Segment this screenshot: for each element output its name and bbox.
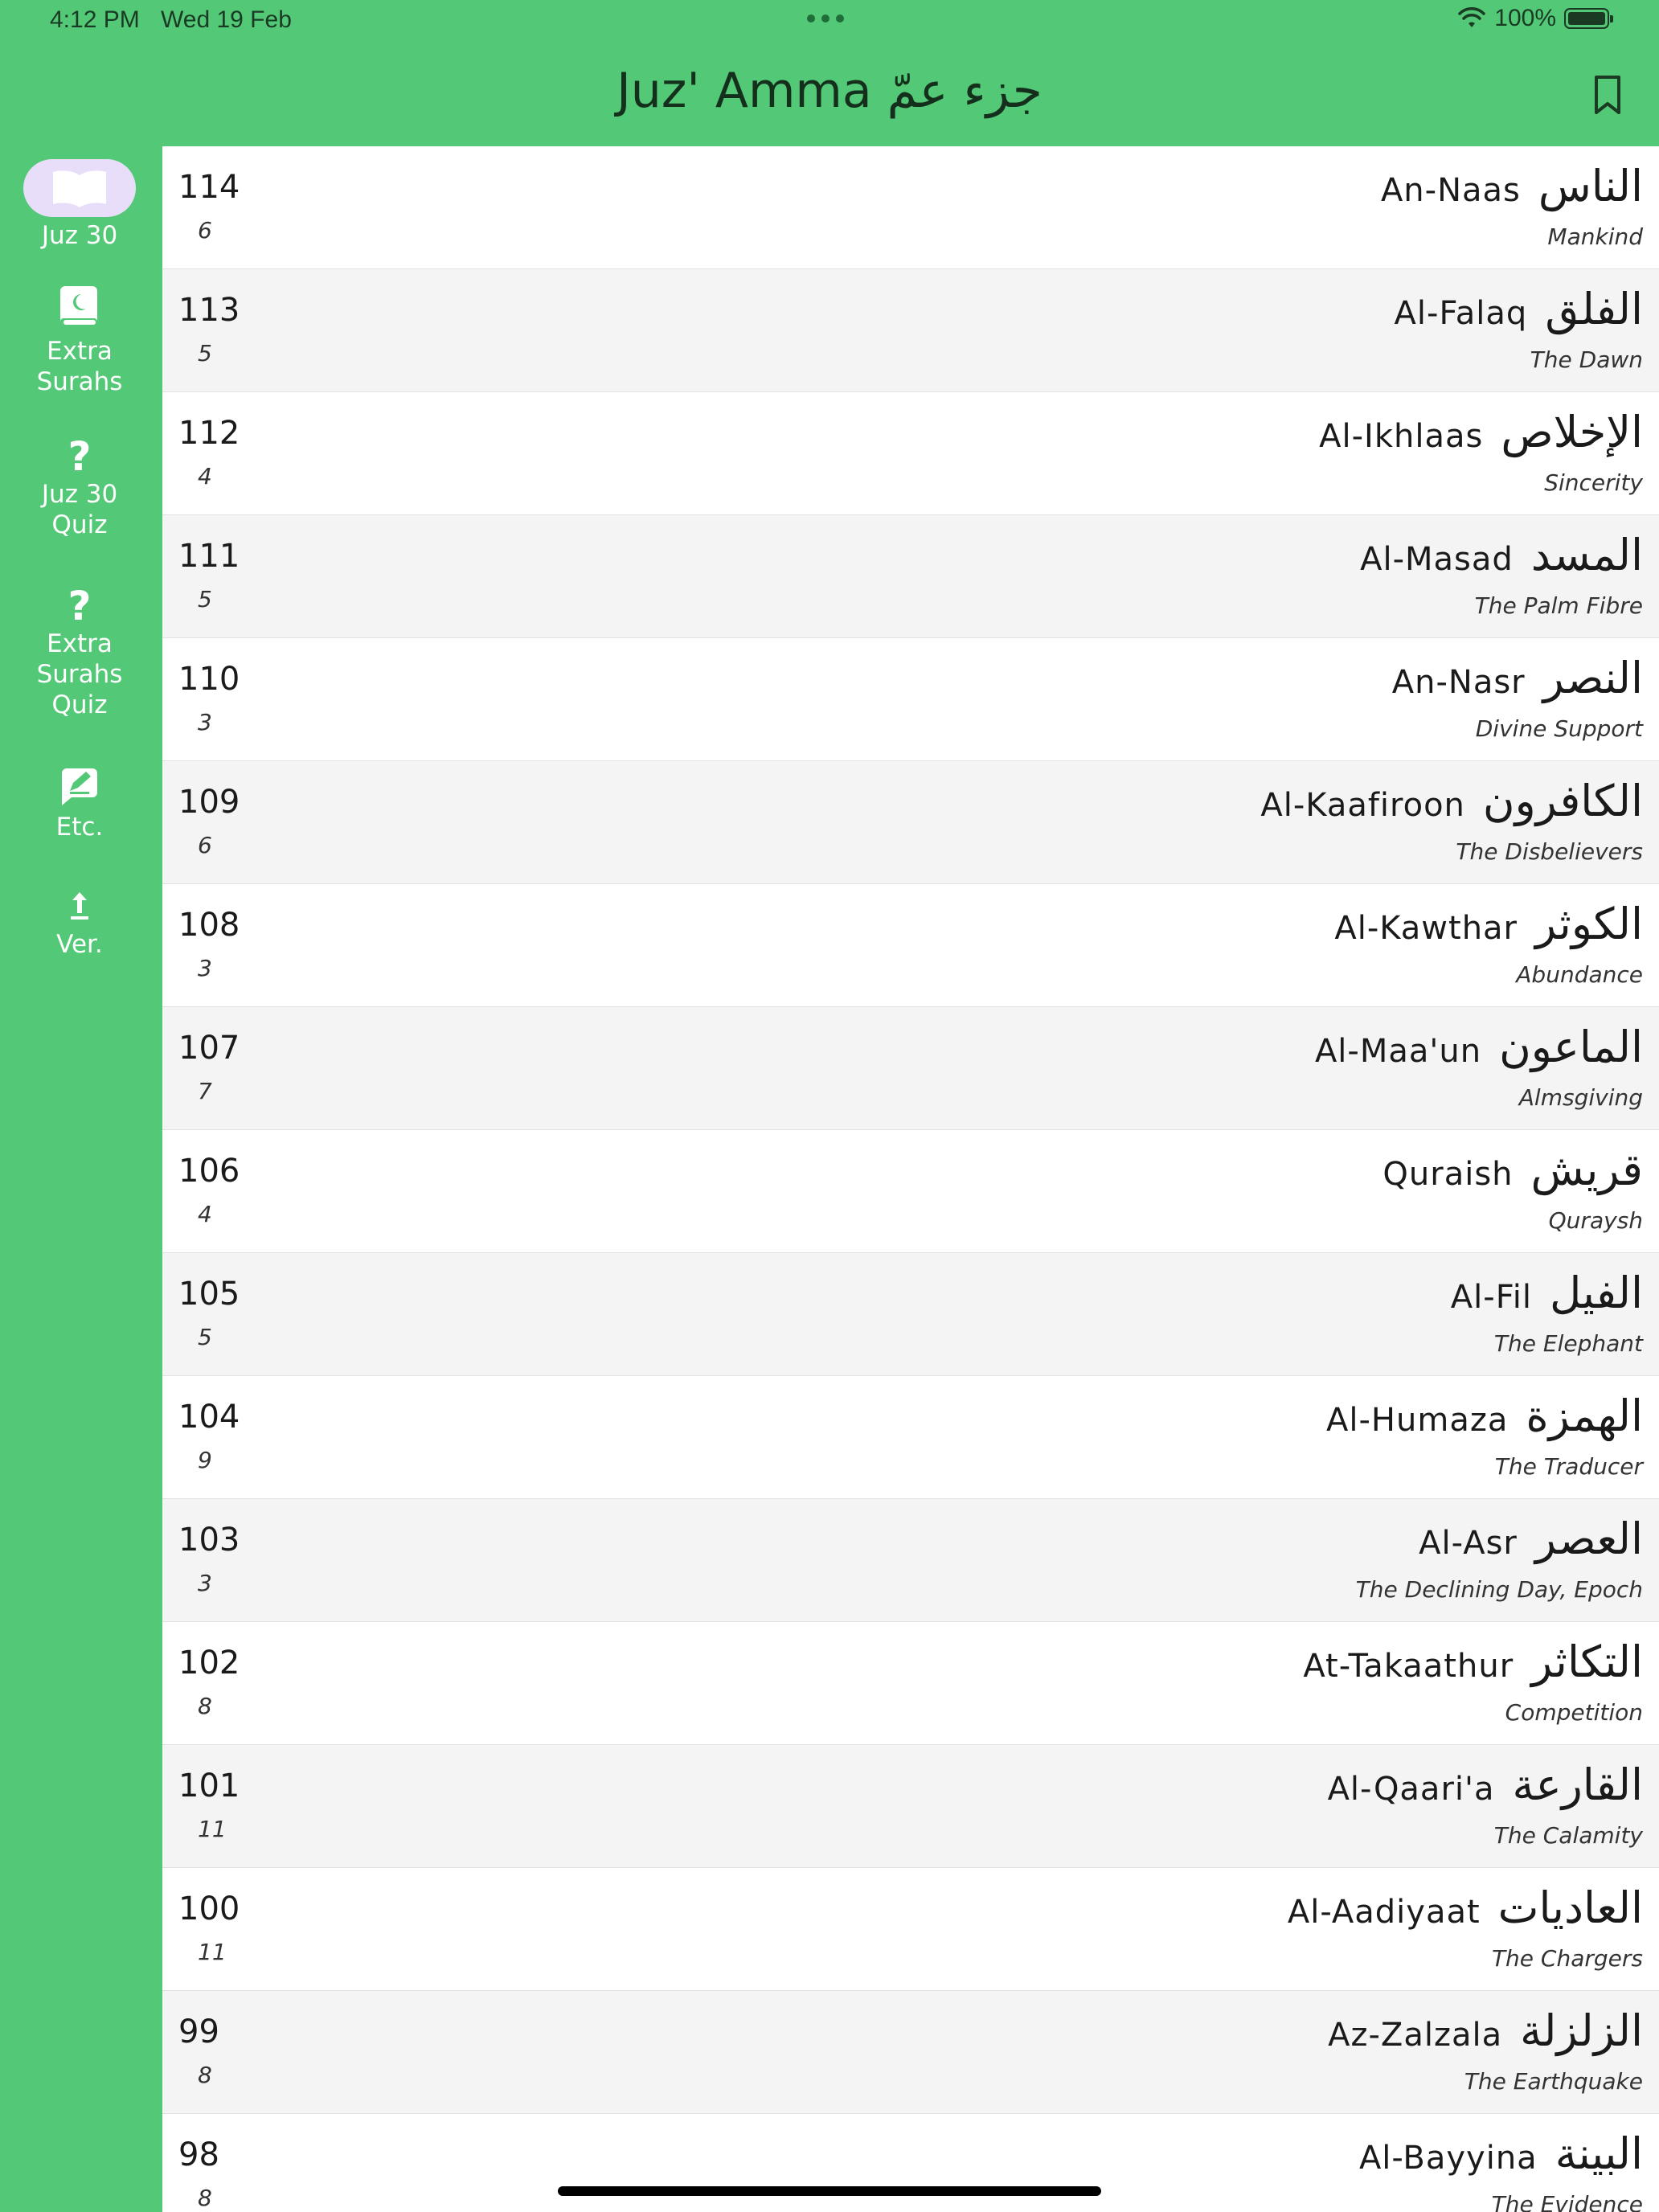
surah-meaning: Abundance [1516, 961, 1643, 988]
battery-icon [1564, 8, 1609, 29]
surah-name-line [1360, 530, 1643, 580]
surah-transliteration: Al-Asr [1419, 1525, 1518, 1562]
surah-meaning: The Palm Fibre [1474, 592, 1643, 619]
surah-transliteration: Al-Maa'un [1314, 1033, 1482, 1070]
surah-row[interactable] [162, 2114, 1659, 2212]
book-open-icon [23, 159, 136, 217]
surah-row[interactable] [162, 884, 1659, 1007]
surah-number: 98 [178, 2136, 219, 2173]
battery-percent: 100% [1494, 5, 1556, 31]
surah-name-line [1395, 284, 1643, 334]
surah-name-line [1326, 1391, 1643, 1441]
ayah-count: 5 [198, 340, 212, 367]
surah-number: 99 [178, 2013, 219, 2050]
sidebar-item-juz30[interactable] [0, 159, 159, 251]
surah-number: 113 [178, 292, 240, 329]
surah-arabic-name: المسد [1530, 530, 1643, 580]
ayah-count: 4 [198, 1201, 212, 1227]
ayah-count: 3 [198, 955, 212, 981]
surah-meaning: Almsgiving [1518, 1084, 1643, 1111]
surah-name-line [1315, 1022, 1643, 1072]
surah-row[interactable] [162, 638, 1659, 761]
surah-transliteration: An-Naas [1380, 172, 1521, 209]
surah-transliteration: Al-Aadiyaat [1287, 1894, 1481, 1931]
surah-transliteration: At-Takaathur [1303, 1648, 1514, 1685]
ayah-count: 11 [198, 1816, 227, 1842]
surah-number: 107 [178, 1030, 240, 1067]
surah-transliteration: Al-Humaza [1326, 1402, 1509, 1439]
surah-arabic-name: العصر [1534, 1514, 1643, 1564]
surah-meaning: The Calamity [1493, 1822, 1643, 1849]
surah-number: 110 [178, 661, 240, 698]
ayah-count: 8 [198, 2185, 212, 2211]
surah-meaning: The Traducer [1494, 1453, 1643, 1480]
sidebar-item-label: Ver. [56, 930, 103, 959]
surah-name-line [1260, 776, 1643, 826]
status-right [1457, 5, 1609, 32]
surah-row[interactable] [162, 1130, 1659, 1253]
surah-number: 114 [178, 169, 240, 206]
surah-arabic-name: القارعة [1512, 1759, 1643, 1810]
surah-arabic-name: البينة [1555, 2128, 1643, 2179]
surah-meaning: The Elephant [1493, 1330, 1643, 1357]
surah-transliteration: Al-Falaq [1394, 295, 1528, 332]
edit-icon [59, 767, 100, 807]
surah-number: 102 [178, 1645, 240, 1682]
surah-list [162, 146, 1659, 2212]
surah-row[interactable] [162, 1622, 1659, 1745]
surah-meaning: The Earthquake [1464, 2068, 1643, 2095]
surah-transliteration: Al-Bayyina [1358, 2140, 1538, 2177]
status-bar [0, 0, 1659, 43]
ayah-count: 6 [198, 217, 212, 244]
bookmark-icon[interactable] [1588, 72, 1627, 117]
surah-name-line [1319, 407, 1643, 457]
surah-name-line [1288, 1882, 1643, 1933]
surah-meaning: The Evidence [1491, 2191, 1643, 2212]
sidebar-item-extra-surahs[interactable] [0, 283, 159, 397]
surah-row[interactable] [162, 1253, 1659, 1376]
surah-arabic-name: الكافرون [1482, 776, 1643, 826]
ayah-count: 5 [198, 586, 212, 612]
surah-name-line [1328, 2005, 1643, 2056]
surah-arabic-name: الماعون [1499, 1022, 1643, 1072]
home-indicator[interactable] [558, 2186, 1101, 2196]
wifi-icon [1457, 7, 1486, 30]
surah-meaning: Competition [1505, 1699, 1643, 1726]
navigation-bar [0, 43, 1659, 146]
surah-transliteration: Az-Zalzala [1328, 2017, 1503, 2054]
surah-name-line [1334, 899, 1643, 949]
surah-name-line [1392, 653, 1643, 703]
surah-arabic-name: التكاثر [1531, 1636, 1643, 1687]
ayah-count: 8 [198, 2062, 212, 2088]
surah-arabic-name: الزلزلة [1520, 2005, 1643, 2056]
surah-name-line [1381, 161, 1643, 211]
surah-row[interactable] [162, 146, 1659, 269]
ayah-count: 4 [198, 463, 212, 490]
surah-number: 108 [178, 907, 240, 944]
surah-arabic-name: الإخلاص [1501, 407, 1643, 457]
surah-row[interactable] [162, 392, 1659, 515]
sidebar-item-juz30-quiz[interactable] [0, 434, 159, 540]
surah-transliteration: Al-Masad [1360, 541, 1514, 578]
surah-name-line [1359, 2128, 1643, 2179]
surah-name-line [1303, 1636, 1643, 1687]
surah-arabic-name: الكوثر [1535, 899, 1643, 949]
ayah-count: 3 [198, 1570, 212, 1596]
sidebar-item-etc[interactable] [0, 767, 159, 842]
surah-meaning: Quraysh [1548, 1207, 1643, 1234]
surah-meaning: Mankind [1547, 223, 1643, 250]
surah-name-line [1451, 1268, 1643, 1318]
surah-name-line [1419, 1514, 1643, 1564]
sidebar-item-label: Juz 30 [41, 221, 118, 250]
page-title: Juz' Amma جزء عمّ [616, 63, 1043, 119]
surah-meaning: The Declining Day, Epoch [1355, 1576, 1643, 1603]
status-date: Wed 19 Feb [161, 6, 292, 33]
surah-arabic-name: قريش [1530, 1145, 1643, 1195]
sidebar-item-label: Etc. [55, 813, 104, 842]
status-time: 4:12 PM [50, 6, 140, 33]
surah-number: 104 [178, 1399, 240, 1436]
sidebar [0, 146, 159, 2212]
surah-row[interactable] [162, 761, 1659, 884]
surah-number: 101 [178, 1768, 240, 1804]
surah-row[interactable] [162, 1745, 1659, 1868]
ayah-count: 11 [198, 1939, 227, 1965]
surah-transliteration: Al-Qaari'a [1327, 1771, 1495, 1808]
sidebar-item-ver[interactable] [0, 889, 159, 960]
sidebar-item-label: Extra Surahs [36, 337, 123, 396]
surah-row[interactable] [162, 269, 1659, 392]
surah-row[interactable] [162, 1991, 1659, 2114]
surah-transliteration: Al-Kawthar [1334, 910, 1518, 947]
surah-number: 103 [178, 1522, 240, 1559]
surah-row[interactable] [162, 515, 1659, 638]
surah-arabic-name: الناس [1538, 161, 1643, 211]
ayah-count: 3 [198, 709, 212, 735]
surah-number: 106 [178, 1153, 240, 1190]
surah-transliteration: Al-Fil [1450, 1279, 1533, 1316]
sidebar-item-extra-surahs-quiz[interactable] [0, 584, 159, 720]
surah-row[interactable] [162, 1868, 1659, 1991]
multitasking-dots-icon[interactable] [807, 14, 844, 23]
surah-name-line [1382, 1145, 1643, 1195]
upload-icon [68, 889, 92, 924]
surah-arabic-name: الفلق [1545, 284, 1643, 334]
question-icon: ? [68, 433, 92, 480]
surah-transliteration: Al-Ikhlaas [1319, 418, 1484, 455]
ayah-count: 8 [198, 1693, 212, 1719]
surah-row[interactable] [162, 1376, 1659, 1499]
surah-row[interactable] [162, 1499, 1659, 1622]
sidebar-item-label: Extra Surahs Quiz [36, 629, 123, 719]
surah-transliteration: Al-Kaafiroon [1260, 787, 1465, 824]
surah-number: 105 [178, 1276, 240, 1313]
surah-arabic-name: الهمزة [1526, 1391, 1643, 1441]
surah-meaning: The Chargers [1491, 1945, 1643, 1972]
surah-number: 109 [178, 784, 240, 821]
surah-transliteration: Quraish [1382, 1156, 1514, 1193]
surah-arabic-name: الفيل [1550, 1268, 1643, 1318]
surah-arabic-name: العاديات [1497, 1882, 1643, 1933]
question-icon: ? [68, 583, 92, 629]
ayah-count: 5 [198, 1324, 212, 1350]
surah-arabic-name: النصر [1542, 653, 1643, 703]
ayah-count: 7 [198, 1078, 212, 1104]
surah-number: 112 [178, 415, 240, 452]
sidebar-item-label: Juz 30 Quiz [41, 480, 118, 539]
surah-meaning: Divine Support [1475, 715, 1643, 742]
surah-meaning: The Disbelievers [1456, 838, 1643, 865]
surah-meaning: Sincerity [1544, 469, 1643, 496]
quran-book-icon [57, 283, 102, 331]
surah-transliteration: An-Nasr [1391, 664, 1526, 701]
ayah-count: 9 [198, 1447, 212, 1473]
surah-number: 100 [178, 1890, 240, 1927]
surah-meaning: The Dawn [1530, 346, 1643, 373]
surah-name-line [1328, 1759, 1643, 1810]
surah-number: 111 [178, 538, 240, 575]
surah-row[interactable] [162, 1007, 1659, 1130]
ayah-count: 6 [198, 832, 212, 858]
